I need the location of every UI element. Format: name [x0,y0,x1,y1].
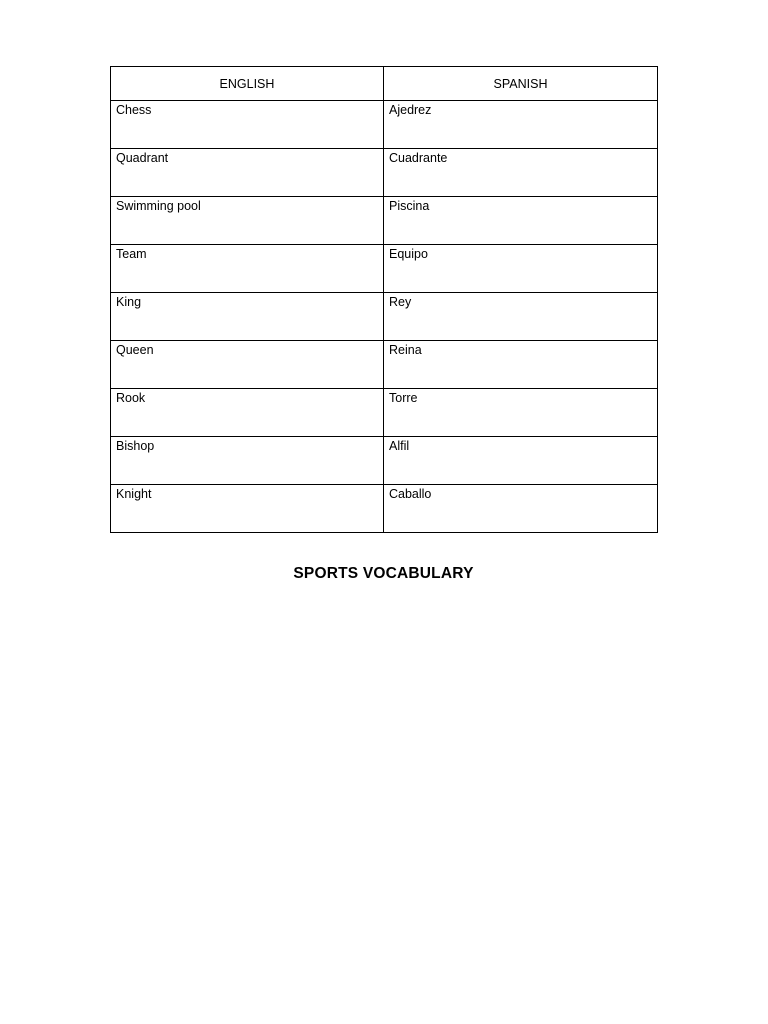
spanish-cell: Rey [384,293,658,341]
spanish-cell: Alfil [384,437,658,485]
header-row [111,67,658,101]
table-row [111,149,658,197]
document-title: SPORTS VOCABULARY [293,565,474,582]
english-cell: Rook [111,389,384,437]
vocabulary-table [110,66,658,533]
english-cell: Quadrant [111,149,384,197]
table-body [111,101,658,533]
english-cell: Chess [111,101,384,149]
english-cell: Queen [111,341,384,389]
column-header-english: ENGLISH [111,67,384,101]
spanish-cell: Caballo [384,485,658,533]
table-row [111,245,658,293]
table-row [111,101,658,149]
spanish-cell: Ajedrez [384,101,658,149]
table-header [111,67,658,101]
table-row [111,389,658,437]
spanish-cell: Torre [384,389,658,437]
table-row [111,341,658,389]
table-row [111,197,658,245]
english-cell: Swimming pool [111,197,384,245]
english-cell: King [111,293,384,341]
table-row [111,485,658,533]
spanish-cell: Equipo [384,245,658,293]
table-row [111,293,658,341]
english-cell: Knight [111,485,384,533]
english-cell: Team [111,245,384,293]
spanish-cell: Piscina [384,197,658,245]
spanish-cell: Reina [384,341,658,389]
spanish-cell: Cuadrante [384,149,658,197]
column-header-spanish: SPANISH [384,67,658,101]
table-row [111,437,658,485]
english-cell: Bishop [111,437,384,485]
